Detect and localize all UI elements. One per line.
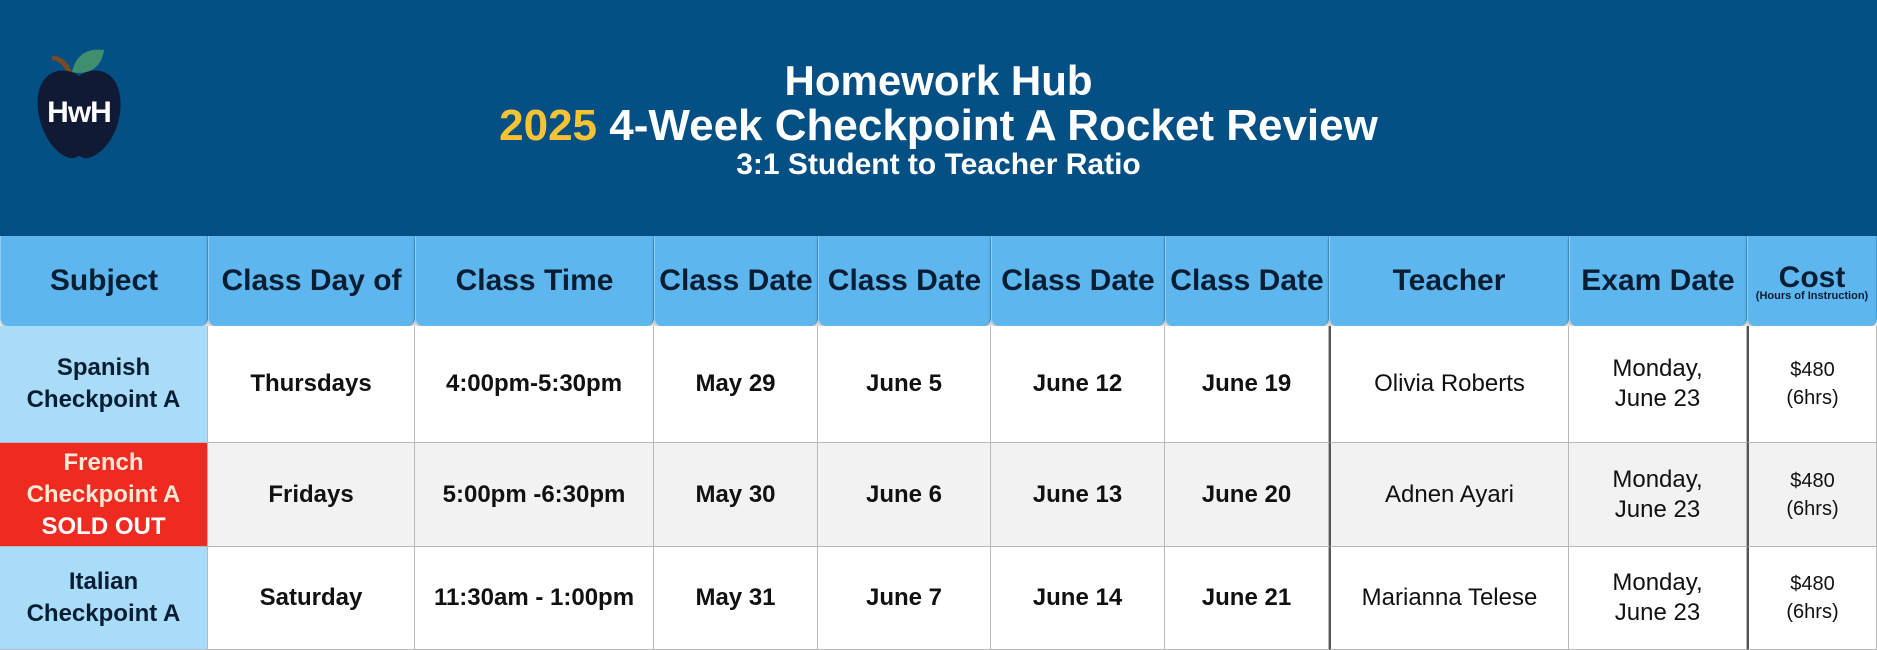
cost-hours: (6hrs) — [1786, 601, 1839, 623]
teacher-cell: Marianna Telese — [1329, 547, 1569, 650]
class-time-cell: 5:00pm -6:30pm — [415, 443, 654, 547]
teacher-cell: Adnen Ayari — [1329, 443, 1569, 547]
teacher-cell: Olivia Roberts — [1329, 326, 1569, 443]
exam-day: Monday, — [1612, 465, 1703, 493]
exam-day: Monday, — [1612, 569, 1703, 596]
column-header-cost — [1747, 236, 1877, 326]
column-header-class-date-1: Class Date — [654, 236, 818, 326]
subject-cell — [0, 326, 208, 443]
column-header-teacher: Teacher — [1329, 236, 1569, 326]
class-date-cell: May 30 — [654, 443, 818, 547]
column-header-class-date-2: Class Date — [818, 236, 991, 326]
header-row — [0, 236, 1877, 326]
column-header-subject: Subject — [0, 236, 208, 326]
class-day-cell: Fridays — [208, 443, 415, 547]
table-row — [0, 443, 1877, 547]
exam-date-cell — [1569, 443, 1747, 547]
subject-level: Checkpoint A — [26, 600, 181, 627]
column-header-class-date-3: Class Date — [991, 236, 1165, 326]
exam-date: June 23 — [1614, 599, 1701, 626]
class-date-cell: May 31 — [654, 547, 818, 650]
subject-name: Italian — [68, 568, 139, 595]
column-header-exam-date: Exam Date — [1569, 236, 1747, 326]
class-date-cell: June 6 — [818, 443, 991, 547]
program-title — [0, 101, 1877, 150]
cost-cell — [1747, 326, 1877, 443]
exam-date-cell — [1569, 326, 1747, 443]
class-date-cell: June 13 — [991, 443, 1165, 547]
class-date-cell: June 14 — [991, 547, 1165, 650]
title-block — [0, 58, 1877, 182]
subject-cell — [0, 547, 208, 650]
class-time-cell: 11:30am - 1:00pm — [415, 547, 654, 650]
column-header-class-date-4: Class Date — [1165, 236, 1329, 326]
page-title: Homework Hub — [784, 57, 1093, 104]
program-year: 2025 — [499, 101, 598, 150]
exam-date-cell — [1569, 547, 1747, 650]
subject-name: Spanish — [56, 354, 151, 381]
subject-cell — [0, 443, 208, 547]
class-day-cell: Saturday — [208, 547, 415, 650]
cost-cell — [1747, 443, 1877, 547]
cost-cell — [1747, 547, 1877, 650]
class-date-cell: June 20 — [1165, 443, 1329, 547]
subject-level: Checkpoint A — [26, 480, 181, 508]
cost-price: $480 — [1790, 469, 1835, 492]
class-time-cell: 4:00pm-5:30pm — [415, 326, 654, 443]
subject-name: French — [63, 448, 144, 476]
column-header-class-time: Class Time — [415, 236, 654, 326]
cost-hours: (6hrs) — [1786, 387, 1839, 409]
exam-date: June 23 — [1614, 495, 1701, 523]
column-header-class-day: Class Day of — [208, 236, 415, 326]
exam-date: June 23 — [1614, 385, 1701, 412]
cost-price: $480 — [1790, 573, 1835, 595]
schedule-table — [0, 236, 1877, 650]
cost-label: Cost — [1778, 260, 1846, 294]
program-name: 4-Week Checkpoint A Rocket Review — [609, 101, 1378, 150]
cost-hours: (6hrs) — [1786, 497, 1839, 520]
cost-sublabel: (Hours of Instruction) — [1755, 289, 1869, 302]
class-day-cell: Thursdays — [208, 326, 415, 443]
exam-day: Monday, — [1612, 355, 1703, 382]
cost-price: $480 — [1790, 359, 1835, 381]
table-row — [0, 547, 1877, 650]
class-date-cell: June 7 — [818, 547, 991, 650]
class-date-cell: June 5 — [818, 326, 991, 443]
class-date-cell: June 21 — [1165, 547, 1329, 650]
subject-level: Checkpoint A — [26, 386, 181, 413]
ratio-subtitle: 3:1 Student to Teacher Ratio — [736, 148, 1141, 181]
table-row — [0, 326, 1877, 443]
class-date-cell: May 29 — [654, 326, 818, 443]
class-date-cell: June 19 — [1165, 326, 1329, 443]
sold-out-label: SOLD OUT — [41, 512, 166, 540]
logo-text: HwH — [47, 96, 111, 129]
page-header — [0, 0, 1877, 236]
class-date-cell: June 12 — [991, 326, 1165, 443]
